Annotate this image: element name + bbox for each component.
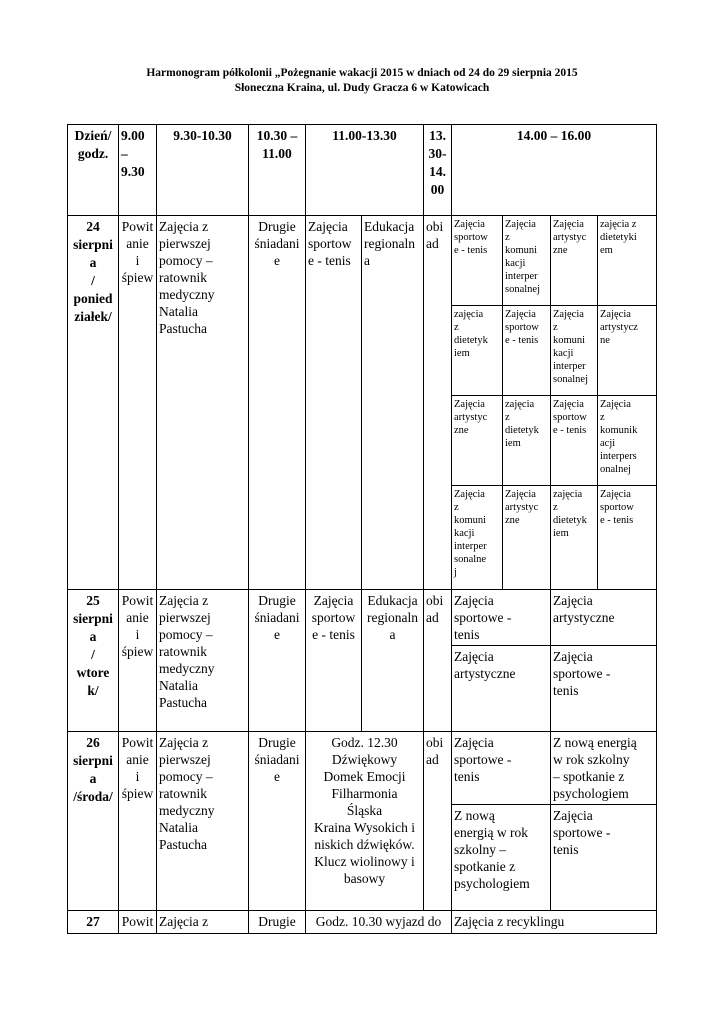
day26-activity-2b: Zajęcia sportowe - tenis (551, 805, 657, 911)
title-line-2: Słoneczna Kraina, ul. Dudy Gracza 6 w Katowicach (234, 82, 490, 94)
day26-breakfast: Drugie śniadani e (249, 732, 306, 911)
day24-activity: zajęcia z dietetyk iem (551, 486, 598, 590)
day25-label: 25 sierpni a / wtore k/ (68, 590, 119, 732)
day24-activity: Zajęcia z komunik acji interpers onalnej (598, 396, 657, 486)
day26-activity-1a: Zajęcia sportowe - tenis (452, 732, 551, 805)
day25-activity-2b: Zajęcia sportowe - tenis (551, 646, 657, 732)
day24-activity: Zajęcia sportow e - tenis (551, 396, 598, 486)
day27-breakfast: Drugie (249, 911, 306, 934)
day26-label: 26 sierpni a /środa/ (68, 732, 119, 911)
day26-first-aid: Zajęcia z pierwszej pomocy – ratownik medyczny Natalia Pastucha (157, 732, 249, 911)
day24-lunch: obi ad (424, 216, 452, 590)
day24-label: 24 sierpni a / ponied ziałek/ (68, 216, 119, 590)
day24-sport: Zajęcia sportow e - tenis (306, 216, 362, 590)
day25-greeting: Powit anie i śpiew (119, 590, 157, 732)
day27-greeting: Powit (119, 911, 157, 934)
day24-first-aid: Zajęcia z pierwszej pomocy – ratownik medyczny Natalia Pastucha (157, 216, 249, 590)
document-title (0, 66, 724, 96)
day24-activity: Zajęcia artystyc zne (551, 216, 598, 306)
day24-activity: Zajęcia sportow e - tenis (452, 216, 503, 306)
day26-lunch: obi ad (424, 732, 452, 911)
header-row (68, 125, 657, 216)
day24-regional-education: Edukacja regionaln a (362, 216, 424, 590)
day27-first-aid: Zajęcia z (157, 911, 249, 934)
day25-activity-1a: Zajęcia sportowe - tenis (452, 590, 551, 646)
day27-recycling: Zajęcia z recyklingu (452, 911, 657, 934)
day24-activity: zajęcia z dietetyki em (598, 216, 657, 306)
header-10-30: 10.30 – 11.00 (249, 125, 306, 216)
header-13-30: 13. 30- 14. 00 (424, 125, 452, 216)
day26-philharmonic-event: Godz. 12.30 Dźwiękowy Domek Emocji Filharmonia Śląska Kraina Wysokich i niskich dźwięków. Klucz wiolinowy i basowy (306, 732, 424, 911)
day26-activity-2a: Z nową energią w rok szkolny – spotkanie z psychologiem (452, 805, 551, 911)
day24-breakfast: Drugie śniadani e (249, 216, 306, 590)
day24-activity: zajęcia z dietetyk iem (452, 306, 503, 396)
day26-activity-1b: Z nową energią w rok szkolny – spotkanie z psychologiem (551, 732, 657, 805)
header-9-00: 9.00 – 9.30 (119, 125, 157, 216)
day25-row-1 (68, 590, 657, 646)
day25-breakfast: Drugie śniadani e (249, 590, 306, 732)
day26-row-1 (68, 732, 657, 805)
header-14-00: 14.00 – 16.00 (452, 125, 657, 216)
header-9-30: 9.30-10.30 (157, 125, 249, 216)
day24-activity: Zajęcia sportow e - tenis (503, 306, 551, 396)
day27-label: 27 (68, 911, 119, 934)
schedule-table (67, 124, 657, 934)
day24-activity: Zajęcia artystycz ne (598, 306, 657, 396)
day27-trip: Godz. 10.30 wyjazd do (306, 911, 452, 934)
day25-sport: Zajęcia sportow e - tenis (306, 590, 362, 732)
day24-activity: Zajęcia z komuni kacji interper sonalnej (551, 306, 598, 396)
day24-activity: Zajęcia sportow e - tenis (598, 486, 657, 590)
day25-lunch: obi ad (424, 590, 452, 732)
title-line-1: Harmonogram półkolonii „Pożegnanie wakacji 2015 w dniach od 24 do 29 sierpnia 2015 (146, 67, 578, 79)
day27-row (68, 911, 657, 934)
day26-greeting: Powit anie i śpiew (119, 732, 157, 911)
header-day: Dzień/ godz. (68, 125, 119, 216)
day24-activity: zajęcia z dietetyk iem (503, 396, 551, 486)
day24-greeting: Powit anie i śpiew (119, 216, 157, 590)
day25-activity-2a: Zajęcia artystyczne (452, 646, 551, 732)
day24-activity: Zajęcia artystyc zne (452, 396, 503, 486)
day25-first-aid: Zajęcia z pierwszej pomocy – ratownik medyczny Natalia Pastucha (157, 590, 249, 732)
day24-activity: Zajęcia artystyc zne (503, 486, 551, 590)
day25-regional-education: Edukacja regionaln a (362, 590, 424, 732)
day24-activity: Zajęcia z komuni kacji interper sonalne j (452, 486, 503, 590)
day25-activity-1b: Zajęcia artystyczne (551, 590, 657, 646)
day24-row-1 (68, 216, 657, 306)
day24-activity: Zajęcia z komuni kacji interper sonalnej (503, 216, 551, 306)
header-11-00: 11.00-13.30 (306, 125, 424, 216)
